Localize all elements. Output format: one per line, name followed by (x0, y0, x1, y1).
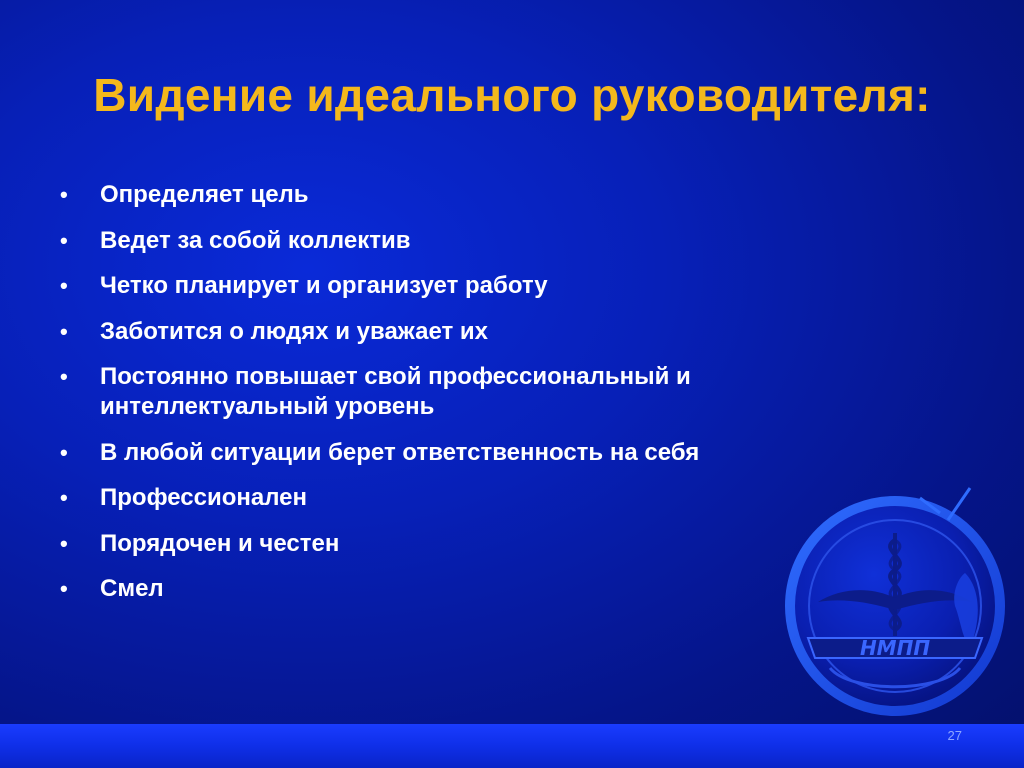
logo-text: НМПП (859, 636, 931, 660)
bullet-text: Порядочен и честен (100, 529, 340, 557)
list-item (60, 271, 860, 301)
bullet-icon: • (60, 364, 68, 389)
bullet-text: В любой ситуации берет ответственность на себя (100, 438, 700, 466)
list-item (60, 438, 860, 468)
bullet-icon: • (60, 273, 68, 298)
footer-bar (0, 724, 1024, 768)
list-item (60, 362, 860, 422)
bullet-text: Ведет за собой коллектив (100, 226, 411, 254)
bullet-icon: • (60, 318, 68, 344)
bullet-icon: • (60, 439, 68, 465)
bullet-text: Смел (100, 575, 164, 602)
bullet-text: Профессионален (100, 484, 308, 511)
bullet-icon: • (60, 530, 68, 556)
bullet-text: Четко планирует и организует работу (100, 272, 548, 299)
slide-title: Видение идеального руководителя: (93, 69, 931, 121)
list-item (60, 226, 860, 256)
bullet-text: Постоянно повышает свой профессиональный и интеллектуальный уровень (100, 363, 691, 420)
emblem-logo-icon (770, 478, 1020, 728)
bullet-icon: • (60, 227, 68, 253)
bullet-icon: • (60, 576, 68, 601)
bullet-text: Определяет цель (100, 181, 309, 208)
list-item (60, 483, 860, 513)
bullet-text: Заботится о людях и уважает их (100, 317, 489, 345)
bullet-list (60, 180, 860, 620)
page-number: 27 (947, 728, 962, 743)
list-item (60, 317, 860, 347)
bullet-icon: • (60, 485, 68, 510)
list-item (60, 529, 860, 559)
bullet-icon: • (60, 182, 68, 207)
list-item (60, 180, 860, 210)
list-item (60, 574, 860, 604)
